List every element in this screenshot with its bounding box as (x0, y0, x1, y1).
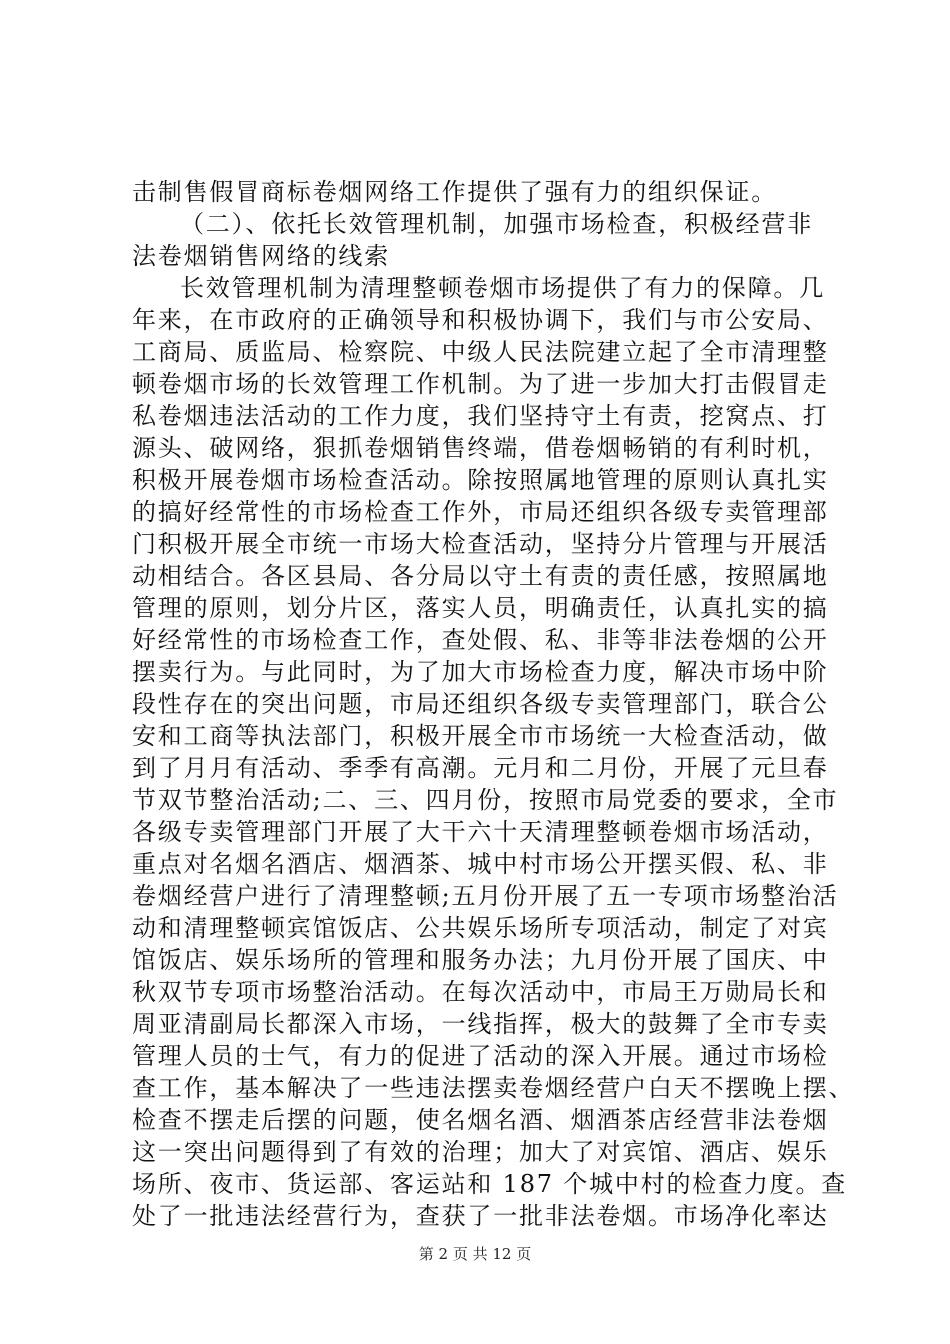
text-line: 卷烟经营户进行了清理整顿;五月份开展了五一专项市场整治活 (132, 882, 839, 910)
text-line: 顿卷烟市场的长效管理工作机制。为了进一步加大打击假冒走 (132, 370, 829, 398)
text-line: 节双节整治活动;二、三、四月份，按照市局党委的要求，全市 (132, 786, 839, 814)
text-line: 秋双节专项市场整治活动。在每次活动中，市局王万勋局长和 (132, 978, 829, 1006)
text-line: 这一突出问题得到了有效的治理；加大了对宾馆、酒店、娱乐 (132, 1138, 829, 1166)
text-line: 源头、破网络，狠抓卷烟销售终端，借卷烟畅销的有利时机， (132, 434, 829, 462)
text-line: 的搞好经常性的市场检查工作外，市局还组织各级专卖管理部 (132, 498, 829, 526)
text-line: 好经常性的市场检查工作，查处假、私、非等非法卷烟的公开 (132, 626, 829, 654)
text-line: 段性存在的突出问题，市局还组织各级专卖管理部门，联合公 (132, 690, 829, 718)
text-line: 查工作，基本解决了一些违法摆卖卷烟经营户白天不摆晚上摆、 (132, 1074, 855, 1102)
page-number-footer: 第 2 页 共 12 页 (418, 1245, 532, 1263)
text-line: 年来，在市政府的正确领导和积极协调下，我们与市公安局、 (132, 306, 829, 334)
text-line: 管理的原则，划分片区，落实人员，明确责任，认真扎实的搞 (132, 594, 829, 622)
text-line: 积极开展卷烟市场检查活动。除按照属地管理的原则认真扎实 (132, 466, 829, 494)
section-heading-line: （二）、依托长效管理机制，加强市场检查，积极经营非 (180, 210, 813, 238)
text-line: 馆饭店、娱乐场所的管理和服务办法；九月份开展了国庆、中 (132, 946, 829, 974)
text-line: 管理人员的士气，有力的促进了活动的深入开展。通过市场检 (132, 1042, 829, 1070)
text-line: 动和清理整顿宾馆饭店、公共娱乐场所专项活动，制定了对宾 (132, 914, 829, 942)
text-line: 门积极开展全市统一市场大检查活动，坚持分片管理与开展活 (132, 530, 829, 558)
text-line: 检查不摆走后摆的问题，使名烟名酒、烟酒茶店经营非法卷烟 (132, 1106, 829, 1134)
text-line: 摆卖行为。与此同时，为了加大市场检查力度，解决市场中阶 (132, 658, 829, 686)
text-line: 私卷烟违法活动的工作力度，我们坚持守土有责，挖窝点、打 (132, 402, 829, 430)
text-line: 周亚清副局长都深入市场，一线指挥，极大的鼓舞了全市专卖 (132, 1010, 829, 1038)
text-line: 场所、夜市、货运部、客运站和 187 个城中村的检查力度。查 (132, 1170, 848, 1198)
section-heading-line: 法卷烟销售网络的线索 (132, 242, 390, 270)
text-line: 安和工商等执法部门，积极开展全市市场统一大检查活动，做 (132, 722, 829, 750)
text-line: 工商局、质监局、检察院、中级人民法院建立起了全市清理整 (132, 338, 829, 366)
text-line: 到了月月有活动、季季有高潮。元月和二月份，开展了元旦春 (132, 754, 829, 782)
text-line: 动相结合。各区县局、各分局以守土有责的责任感，按照属地 (132, 562, 829, 590)
paragraph-first-line: 长效管理机制为清理整顿卷烟市场提供了有力的保障。几 (180, 274, 825, 302)
text-line: 处了一批违法经营行为，查获了一批非法卷烟。市场净化率达 (132, 1202, 829, 1230)
text-line: 重点对名烟名酒店、烟酒茶、城中村市场公开摆买假、私、非 (132, 850, 829, 878)
text-line: 击制售假冒商标卷烟网络工作提供了强有力的组织保证。 (132, 178, 777, 206)
text-line: 各级专卖管理部门开展了大干六十天清理整顿卷烟市场活动， (132, 818, 829, 846)
